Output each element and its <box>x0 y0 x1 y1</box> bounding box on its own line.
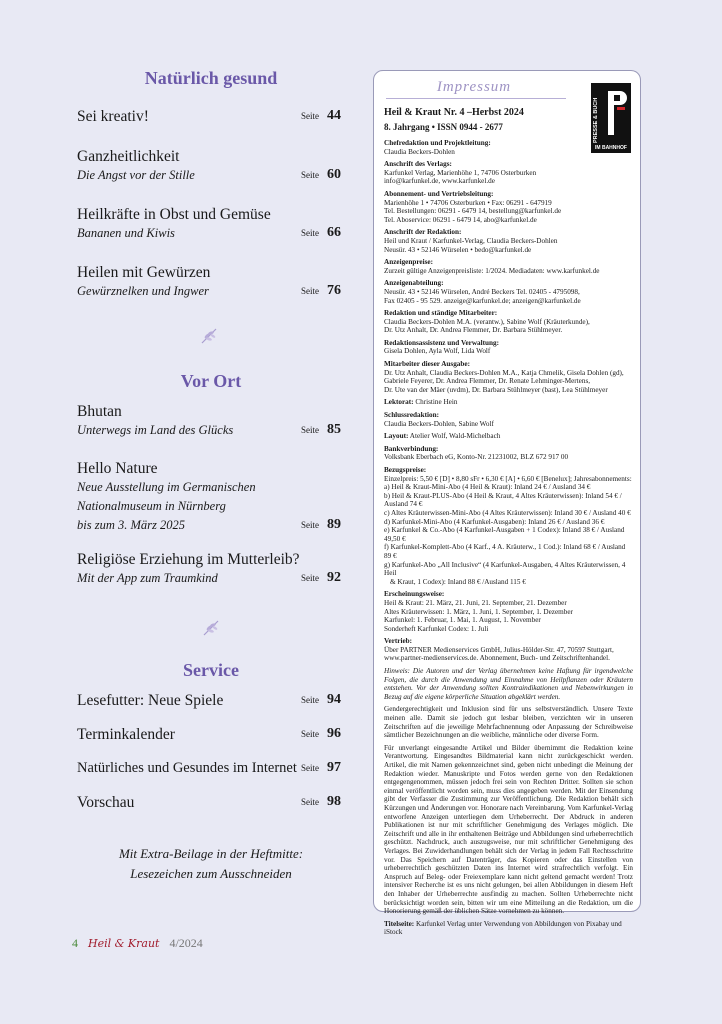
toc-entry-title: Heilkräfte in Obst und Gemüse <box>77 206 271 223</box>
magazine-volume: 8. Jahrgang • ISSN 0944 - 2677 <box>384 122 503 132</box>
page-number: 4 <box>72 936 78 950</box>
impressum-block: Layout: Atelier Wolf, Wald-Michelbach <box>384 432 501 441</box>
toc-entry-subtitle: Die Angst vor der Stille <box>77 168 195 182</box>
toc-entry-title: Hello Nature <box>77 460 158 477</box>
supplement-note <box>77 844 345 884</box>
impressum-block: Lektorat: Christine Hein <box>384 398 458 407</box>
toc-entry-page: Seite 76 <box>301 283 341 298</box>
toc-entry[interactable] <box>77 759 345 778</box>
page-footer <box>72 936 203 951</box>
toc-entry-title: Bhutan <box>77 403 122 420</box>
gender-note: Gendergerechtigkeit und Inklusion sind für uns selbstverständlich. Unsere Texte meinen alle. Damit sie jedoch gut lesbar bleiben, verzichten wir in unseren Zeitschriften auf die jeweilige Mehrfachnennung oder Anpassung der Schreibweise sämtlicher Bezeichnungen an die weibliche, männliche oder diverse Form. <box>384 705 633 740</box>
toc-entry-page: Seite 98 <box>301 794 341 809</box>
toc-entry-page: Seite 85 <box>301 422 341 437</box>
toc-entry-subtitle: Mit der App zum Traumkind <box>77 571 218 585</box>
toc-entry-title: Terminkalender <box>77 726 175 743</box>
toc-entry-title: Natürliches und Gesundes im Internet <box>77 760 297 776</box>
impressum-block: Anschrift des Verlags: Karfunkel Verlag, Marienhöhe 1, 74706 Osterburken info@karfunkel.de, www.karfunkel.de <box>384 160 537 186</box>
toc-entry[interactable] <box>77 550 345 588</box>
toc-entry[interactable] <box>77 402 345 440</box>
impressum-block: Anzeigenabteilung: Neusür. 43 • 52146 Würselen, André Beckers Tel. 02405 - 4795098, Fax 02405 - 95 529. anzeige@karfunkel.de; anzeigen@karfunkel.de <box>384 279 581 305</box>
title-image-credit: Titelseite: Karfunkel Verlag unter Verwendung von Abbildungen von Pixabay und iStock <box>384 919 622 937</box>
toc-entry-page: Seite 96 <box>301 726 341 741</box>
toc-entry-title: Ganzheitlichkeit <box>77 148 180 165</box>
toc-entry-subtitle-line: Nationalmuseum in Nürnberg <box>77 499 226 513</box>
toc-entry[interactable] <box>77 725 345 744</box>
toc-entry-page: Seite 89 <box>301 517 341 532</box>
impressum-block: Anschrift der Redaktion: Heil und Kraut / Karfunkel-Verlag, Claudia Beckers-Dohlen Neusür. 43 • 52146 Würselen • bedo@karfunkel.de <box>384 228 558 254</box>
toc-entry[interactable] <box>77 205 345 243</box>
toc-entry-subtitle: Bananen und Kiwis <box>77 226 175 240</box>
impressum-block: Schlussredaktion: Claudia Beckers-Dohlen, Sabine Wolf <box>384 411 494 428</box>
toc-entry-subtitle-line: Neue Ausstellung im Germanischen <box>77 480 256 494</box>
toc-entry-subtitle: Unterwegs im Land des Glücks <box>77 423 234 437</box>
impressum-block: Abonnement- und Vertriebsleitung: Marienhöhe 1 • 74706 Osterburken • Fax: 06291 - 647919 Tel. Bestellungen: 06291 - 6479 14, bestellung@karfunkel.de Tel. Aboservice: 06291 - 6479 14, abo@karfunkel.de <box>384 189 562 224</box>
toc-entry-title: Vorschau <box>77 794 135 811</box>
impressum-block: Redaktionsassistenz und Verwaltung: Gisela Dohlen, Ayla Wolf, Lida Wolf <box>384 338 500 356</box>
badge-vertical-text: PRESSE & BUCH <box>593 97 599 143</box>
toc-entry-page: Seite 94 <box>301 692 341 707</box>
magazine-logo: Heil & Kraut <box>88 937 160 950</box>
toc-entry[interactable] <box>77 793 345 812</box>
toc-entry-title: Lesefutter: Neue Spiele <box>77 692 224 709</box>
toc-entry-title: Heilen mit Gewürzen <box>77 264 211 281</box>
impressum-block: Erscheinungsweise: Heil & Kraut: 21. März, 21. Juni, 21. September, 21. Dezember Altes Kräuterwissen: 1. März, 1. Juni, 1. September, 1. Dezember Karfunkel: 1. Februar, 1. Mai, 1. August, 1. November Sonderheft Karfunkel Codex: 1. Juli <box>384 590 573 633</box>
toc-entry-title: Sei kreativ! <box>77 108 149 125</box>
impressum-header <box>384 105 584 134</box>
toc-entry[interactable] <box>77 691 345 710</box>
divider <box>386 98 566 99</box>
toc-entry-page: Seite 60 <box>301 167 341 182</box>
issue-number: 4/2024 <box>169 936 203 950</box>
toc-entry-page: Seite 66 <box>301 225 341 240</box>
supplement-note-line: Lesezeichen zum Ausschneiden <box>130 866 292 881</box>
supplement-note-line: Mit Extra-Beilage in der Heftmitte: <box>118 846 304 861</box>
impressum-box <box>373 70 641 937</box>
toc-entry[interactable] <box>77 263 345 301</box>
section-title-service: Service <box>183 660 239 680</box>
toc-entry-page: Seite 92 <box>301 570 341 585</box>
toc-entry-subtitle-line: bis zum 3. März 2025 <box>77 518 185 532</box>
toc-entry-page: Seite 97 <box>301 760 341 775</box>
impressum-block: Mitarbeiter dieser Ausgabe: Dr. Utz Anhalt, Claudia Beckers-Dohlen M.A., Katja Chmelik, Gisela Dohlen (gd), Gabriele Feyerer, Dr. Andrea Flemmer, Dr. Renate Lehminger-Mertens, Dr. Ute van der Mäer (uvdm), Dr. Barbara Stühlmeyer (bast), Lea Stühlmeyer <box>384 360 624 394</box>
copyright-note: Für unverlangt eingesandte Artikel und Bilder übernimmt die Redaktion keine Verantwortung. Eingesandtes Bildmaterial kann nicht zurückgeschickt werden. Artikel, die mit Namen gekennzeichnet sind, geben nicht unbedingt die Meinung der Redaktion wieder. Manuskripte und Fotos werden gerne von den Redaktionen entgegengenommen, müssen jedoch frei sein von Rechten Dritter. Sollten sie schon einmal veröffentlicht worden sein, muss dies angegeben werden. Mit der Einsendung gibt der Verfasser die Zustimmung zur Veröffentlichung. Die Redaktion behält sich Kürzungen und Änderungen vor. Honorare nach Vereinbarung. Vom Karfunkel-Verlag entworfene Anzeigen unterliegen dem Urheberrecht. Der Abdruck in anderen Publikationen ist nur mit schriftlicher Genehmigung des Verlages möglich. Die Zeitschrift und alle in ihr enthaltenen Beiträge und Abbildungen sind urheberrechtlich geschützt. Nachdruck, auch auszugsweise, nur mit schriftlicher Genehmigung des Verlages. Bei Zuwiderhandlungen behält sich der Verlag in jedem Fall Rechtsschritte vor. Das Speichern auf Datenträger, das Kopieren oder das Einstellen von urheberrechtlich geschützten Daten ins Internet wird strafrechtlich verfolgt. Ein Anspruch auf Beleg- oder Freiexemplare kann nicht geltend gemacht werden! Trotz intensiver Recherche ist es uns nicht gelungen, bei allen Abbildungen in diesem Heft den Inhaber der Urheberrechte ausfindig zu machen. Sollten Urheberrechte nicht berücksichtigt worden sein, bitten wir um eine Mitteilung an die Redaktion, um die Honorierung gemäß der üblichen Sätze vornehmen zu können. <box>384 743 633 916</box>
impressum-title: Impressum <box>436 79 512 95</box>
impressum-block: Chefredaktion und Projektleitung: Claudia Beckers-Dohlen <box>384 139 491 156</box>
magazine-issue: Heil & Kraut Nr. 4 –Herbst 2024 <box>384 107 524 118</box>
presse-buch-logo-icon <box>606 89 626 137</box>
impressum-block: Vertrieb: Über PARTNER Medienservices GmbH, Julius-Hölder-Str. 47, 70597 Stuttgart, www.partner-medienservices.de. Abonnement, Buch- und Zeitschriftenhandel. <box>384 637 614 663</box>
herb-sprig-icon <box>199 326 219 346</box>
impressum-body <box>384 139 633 941</box>
toc-entry-page: Seite 44 <box>301 108 341 123</box>
section-title-vor-ort: Vor Ort <box>180 371 242 391</box>
toc-entry[interactable] <box>77 147 345 185</box>
toc-entry-subtitle: Gewürznelken und Ingwer <box>77 284 209 298</box>
section-title-natuerlich-gesund: Natürlich gesund <box>144 68 278 88</box>
toc-entry[interactable] <box>77 107 345 126</box>
toc-entry-title: Religiöse Erziehung im Mutterleib? <box>77 551 300 568</box>
liability-hint: Hinweis: Die Autoren und der Verlag übernehmen keine Haftung für irgendwelche Folgen, die durch die Anwendung und Einnahme von Heilpflanzen oder Kräutern entstehen. Vor der Anwendung sollten Kontraindikationen und Nebenwirkungen in Bezug auf die eigene körperliche Situation abgeklärt werden. <box>384 667 633 701</box>
impressum-block: Anzeigenpreise: Zurzeit gültige Anzeigenpreisliste: 1/2024. Mediadaten: www.karfunkel.de <box>384 258 600 275</box>
impressum-block-prices: Bezugspreise: Einzelpreis: 5,50 € [D] • 8,80 sFr • 6,30 € [A] • 6,60 € [Benelux]; Jahresabonnements: a) Heil & Kraut-Mini-Abo (4 Heil & Kraut): Inland 24 € / Ausland 34 € b) Heil & Kraut-PLUS-Abo (4 Heil & Kraut, 4 Altes Kräuterwissen): Inland 54 € / Ausland 74 € c) Altes Kräuterwissen-Mini-Abo (4 Altes Kräuterwissen): Inland 30 € / Ausland 40 € d) Karfunkel-Mini-Abo (4 Karfunkel-Ausgaben): Inland 26 € / Ausland 36 € e) Karfunkel & Co.-Abo (4 Karfunkel-Ausgaben + 1 Codex): Inland 38 € / Ausland 49,50 € f) Karfunkel-Komplett-Abo (4 Karf., 4 A. Kräuterw., 1 Cod.): Inland 68 € / Ausland 89 € g) Karfunkel-Abo „All Inclusive“ (4 Karfunkel-Ausgaben, 4 Altes Kräuterwissen, 4 Heil & Kraut, 1 Codex): Inland 88 € /Ausland 115 € <box>384 466 632 586</box>
toc-entry[interactable] <box>77 459 345 535</box>
badge-bottom-text: IM BAHNHOF <box>595 145 627 151</box>
impressum-block: Bankverbindung: Volksbank Eberbach eG, Konto-Nr. 21231002, BLZ 672 917 00 <box>384 444 569 462</box>
herb-sprig-icon <box>201 618 221 638</box>
impressum-block: Redaktion und ständige Mitarbeiter: Claudia Beckers-Dohlen M.A. (verantw.), Sabine Wolf (Kräuterkunde), Dr. Utz Anhalt, Dr. Andrea Flemmer, Dr. Barbara Stühlmeyer. <box>384 309 590 335</box>
